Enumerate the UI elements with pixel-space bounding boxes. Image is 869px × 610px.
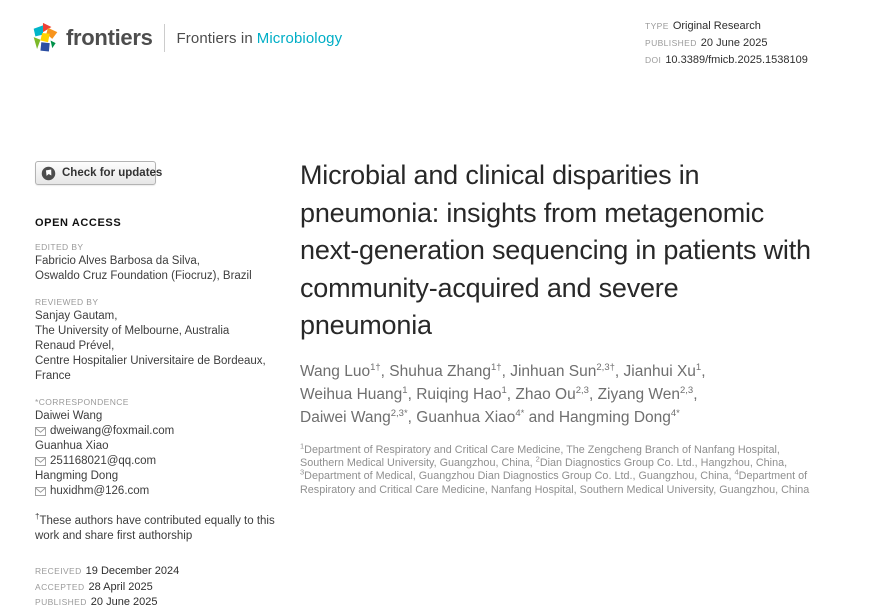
title-word: and bbox=[413, 160, 458, 190]
header-meta-row-value: 20 June 2025 bbox=[700, 37, 768, 49]
journal-prefix: Frontiers in bbox=[176, 29, 253, 47]
correspondent-email-row bbox=[35, 454, 289, 469]
author-superscript: 1† bbox=[370, 361, 381, 373]
author-line: Weihua Huang$^1$, Ruiqing Hao$^1$, Zhao Ou$^{2,3}$, Ziyang Wen$^{2,3}$, bbox=[300, 384, 698, 403]
edited-by-section bbox=[35, 242, 289, 284]
author-superscript: 4* bbox=[515, 407, 525, 419]
author-name: Guanhua Xiao bbox=[416, 408, 516, 426]
date-row bbox=[35, 579, 289, 595]
header-meta-row bbox=[645, 34, 808, 51]
author-superscript: 4* bbox=[670, 407, 680, 419]
header-meta-row-label: PUBLISHED bbox=[645, 38, 697, 48]
header-meta-row-label: DOI bbox=[645, 55, 662, 65]
date-row-value: 28 April 2025 bbox=[88, 580, 153, 593]
edited-by-line: Fabricio Alves Barbosa da Silva, bbox=[35, 255, 200, 267]
title-word: from bbox=[543, 197, 597, 228]
author-superscript: 1 bbox=[695, 361, 702, 373]
correspondent-email[interactable]: 251168021@qq.com bbox=[50, 455, 157, 467]
header-meta-row-label: TYPE bbox=[645, 21, 669, 31]
dagger-symbol: † bbox=[35, 512, 40, 522]
author-name: Wang Luo bbox=[300, 362, 371, 380]
author-superscript: 2,3† bbox=[596, 361, 615, 373]
reviewed-by-label: REVIEWED BY bbox=[35, 297, 99, 307]
header-meta-row-value: 10.3389/fmicb.2025.1538109 bbox=[665, 54, 808, 66]
title-word: in bbox=[635, 235, 657, 265]
journal-name: Microbiology bbox=[256, 29, 343, 47]
edited-by-lines bbox=[35, 254, 289, 284]
date-row-value: 19 December 2024 bbox=[85, 565, 180, 577]
journal-title bbox=[177, 30, 343, 47]
title-word: disparities bbox=[552, 160, 672, 190]
title-word: and bbox=[546, 272, 592, 303]
author-superscript: 2,3 bbox=[575, 384, 589, 396]
author-name: Ruiqing Hao bbox=[416, 385, 502, 403]
header-meta bbox=[645, 17, 808, 68]
author-name: Zhao Ou bbox=[515, 385, 576, 403]
author-superscript: 1 bbox=[402, 384, 408, 396]
author-line: Wang Luo$^{1\dagger}$, Shuhua Zhang$^{1\dagger}$, Jinhuan Sun$^{2,3\dagger}$, Jianhui Xu$^1$, bbox=[300, 361, 706, 380]
header-meta-row bbox=[645, 17, 808, 34]
reviewed-by-line: France bbox=[35, 370, 71, 382]
author-superscript: 1† bbox=[491, 361, 502, 373]
envelope-icon bbox=[35, 427, 46, 436]
correspondent-email-row bbox=[35, 484, 289, 499]
title-word: with bbox=[763, 235, 811, 265]
envelope-icon bbox=[35, 457, 46, 466]
frontiers-logo-icon bbox=[32, 22, 59, 54]
header-brand bbox=[32, 20, 342, 56]
correspondent-email[interactable]: huxidhm@126.com bbox=[50, 485, 150, 497]
reviewed-by-line: Renaud Prével, bbox=[35, 340, 115, 352]
article-main bbox=[300, 157, 820, 497]
check-for-updates-button[interactable] bbox=[35, 161, 163, 185]
author-list bbox=[300, 360, 820, 429]
author-name: Ziyang Wen bbox=[597, 385, 680, 403]
author-superscript: 1 bbox=[501, 384, 507, 396]
author-name: Jinhuan Sun bbox=[510, 362, 597, 380]
edited-by-label: EDITED BY bbox=[35, 242, 84, 252]
check-for-updates-label: Check for updates bbox=[62, 167, 163, 179]
open-access-label: OPEN ACCESS bbox=[35, 217, 122, 229]
correspondent-name: Daiwei Wang bbox=[35, 410, 103, 422]
article-title bbox=[300, 157, 812, 345]
date-row-label: ACCEPTED bbox=[35, 581, 85, 592]
correspondent-email[interactable]: dweiwang@foxmail.com bbox=[50, 425, 175, 437]
header-divider bbox=[164, 24, 165, 52]
correspondence-section bbox=[35, 397, 289, 499]
author-name: Weihua Huang bbox=[300, 385, 403, 403]
affiliation-superscript: 2 bbox=[535, 454, 540, 464]
affiliation-superscript: 3 bbox=[300, 467, 305, 477]
title-word: in bbox=[678, 160, 700, 190]
date-row-value: 20 June 2025 bbox=[90, 596, 158, 608]
date-row bbox=[35, 594, 289, 610]
header-meta-row-value: Original Research bbox=[672, 20, 761, 32]
author-name: Daiwei Wang bbox=[300, 408, 391, 426]
date-row-label: PUBLISHED bbox=[35, 597, 87, 607]
title-word: Microbial bbox=[300, 160, 407, 190]
date-row bbox=[35, 563, 289, 579]
crossmark-icon bbox=[41, 166, 56, 181]
correspondence-label: *CORRESPONDENCE bbox=[35, 397, 129, 407]
affiliation-superscript: 4 bbox=[734, 467, 739, 477]
equal-contribution-note bbox=[35, 514, 287, 544]
correspondent-email-row bbox=[35, 424, 289, 439]
edited-by-line: Oswaldo Cruz Foundation (Fiocruz), Brazil bbox=[35, 270, 252, 282]
title-word: next-generation bbox=[300, 235, 485, 265]
reviewed-by-line: The University of Melbourne, Australia bbox=[35, 325, 230, 337]
author-name: Shuhua Zhang bbox=[389, 362, 491, 380]
reviewed-by-line: Sanjay Gautam, bbox=[35, 310, 118, 322]
title-word: patients bbox=[663, 235, 757, 265]
reviewed-by-lines bbox=[35, 309, 289, 384]
author-name: Jianhui Xu bbox=[623, 362, 696, 380]
frontiers-logo-text: frontiers bbox=[66, 25, 153, 50]
title-word: clinical bbox=[465, 160, 545, 190]
title-word: insights bbox=[446, 197, 537, 228]
title-word: severe bbox=[598, 272, 679, 303]
header-meta-row bbox=[645, 51, 808, 68]
reviewed-by-line: Centre Hospitalier Universitaire de Bordeaux, bbox=[35, 355, 266, 367]
author-line: Daiwei Wang$^{2,3*}$, Guanhua Xiao$^{4*}$ and Hangming Dong$^{4*}$ bbox=[300, 407, 680, 426]
affiliations: $^1$Department of Respiratory and Critical Care Medicine, The Zengcheng Branch of Nanfang Hospital, Southern Medical University, Guangzhou, China, $^2$Dian Diagnostics Group Co. Ltd., Hangzhou, China, $^3$Department of Medical, Guangzhou Dian Diagnostics Group Co. Ltd., Guangzhou, China, $^4$Department of Respiratory and Critical Care Medicine, Nanfang Hospital, Southern Medical University, Guangzhou, China bbox=[300, 440, 810, 496]
correspondent-name: Hangming Dong bbox=[35, 470, 119, 482]
title-word: sequencing bbox=[491, 235, 629, 265]
author-name: Hangming Dong bbox=[558, 408, 671, 426]
author-superscript: 2,3* bbox=[390, 407, 408, 419]
correspondence-entries bbox=[35, 409, 289, 499]
title-word: pneumonia bbox=[300, 310, 432, 340]
date-row-label: RECEIVED bbox=[35, 566, 82, 576]
title-word: community-acquired bbox=[300, 272, 540, 303]
reviewed-by-section bbox=[35, 297, 289, 384]
title-word: metagenomic bbox=[604, 197, 765, 228]
correspondent-name: Guanhua Xiao bbox=[35, 440, 109, 452]
article-dates bbox=[35, 563, 289, 610]
envelope-icon bbox=[35, 487, 46, 496]
sidebar bbox=[35, 161, 289, 610]
equal-contribution-text: These authors have contributed equally to this work and share first authorship bbox=[35, 515, 275, 542]
affiliation-superscript: 1 bbox=[300, 440, 305, 450]
title-word: pneumonia: bbox=[300, 197, 440, 228]
author-superscript: 2,3 bbox=[680, 384, 694, 396]
